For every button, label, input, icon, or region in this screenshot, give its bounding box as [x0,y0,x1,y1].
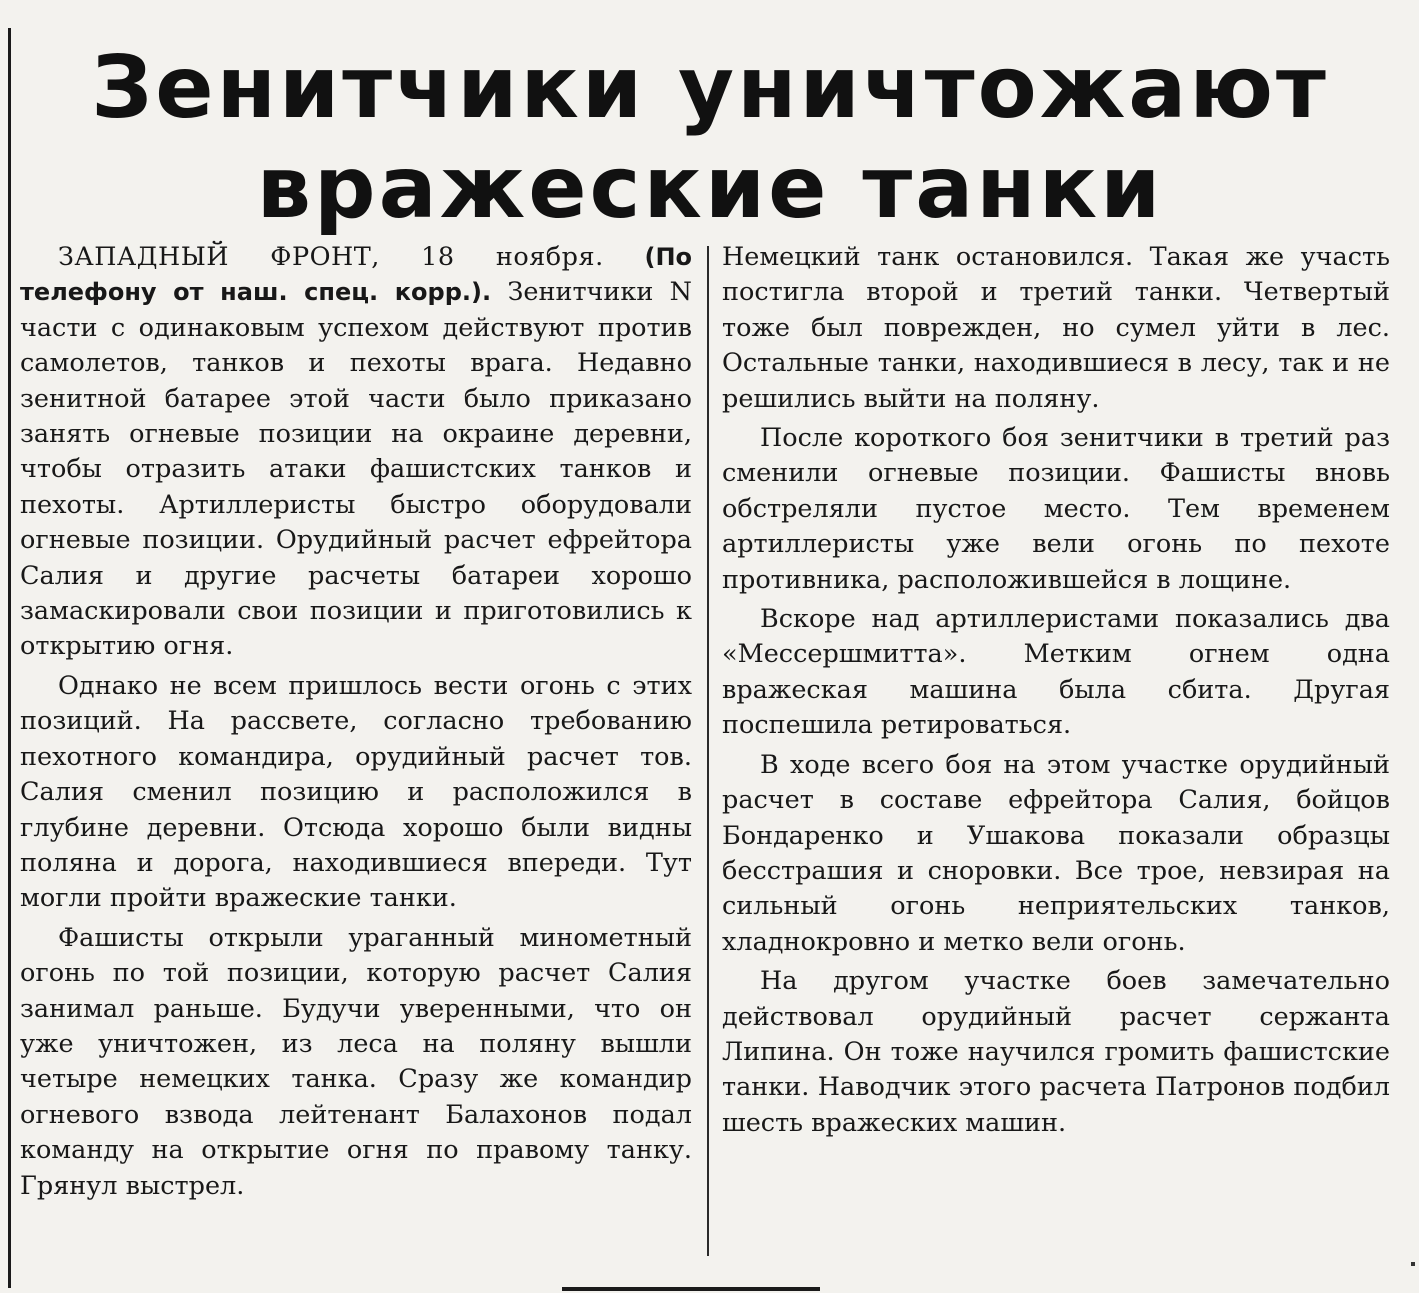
headline-line-2: вражеские танки [256,138,1164,238]
article-column-left [20,240,692,1204]
headline-line-1: Зенитчики уничтожают [91,38,1329,138]
byline-credit: (По телефону от наш. спец. корр.). [20,243,693,307]
article-paragraph: Вскоре над артиллеристами показались два «Мессершмитта». Метким огнем одна вражеская машина была сбита. Другая поспешила ретироваться. [722,604,1390,741]
paragraph-text: Зенитчики N части с одинаковым успехом действуют против самолетов, танков и пехоты врага. Недавно зенитной батарее этой части было приказано занять огневые позиции на окраине деревни, чтобы отразить атаки фашистских танков и пехоты. Артиллеристы быстро оборудовали огневые позиции. Орудийный расчет ефрейтора Салия и другие расчеты батареи хорошо замаскировали свои позиции и приготовились к открытию огня. [20,277,692,662]
corner-mark [1411,1262,1415,1266]
article-paragraph: В ходе всего боя на этом участке орудийный расчет в составе ефрейтора Салия, бойцов Бондаренко и Ушакова показали образцы бесстрашия и сноровки. Все трое, невзирая на сильный огонь неприятельских танков, хладнокровно и метко вели огонь. [722,749,1390,957]
article-column-right [722,240,1390,1141]
page-left-border [8,28,11,1288]
article-paragraph [20,240,692,665]
column-divider [707,246,709,1256]
article-paragraph-continued: Немецкий танк остановился. Такая же участь постигла второй и третий танки. Четвертый тоже был поврежден, но сумел уйти в лес. Остальные танки, находившиеся в лесу, так и не решились выйти на поляну. [722,242,1390,414]
article-paragraph: На другом участке боев замечательно действовал орудийный расчет сержанта Липина. Он тоже научился громить фашистские танки. Наводчик этого расчета Патронов подбил шесть вражеских машин. [722,966,1390,1138]
article-paragraph: После короткого боя зенитчики в третий раз сменили огневые позиции. Фашисты вновь обстреляли пустое место. Тем временем артиллеристы уже вели огонь по пехоте противника, расположившейся в лощине. [722,423,1390,595]
bottom-rule [562,1287,820,1291]
article-paragraph: Однако не всем пришлось вести огонь с этих позиций. На рассвете, согласно требованию пехотного командира, орудийный расчет тов. Салия сменил позицию и расположился в глубине деревни. Отсюда хорошо были видны поляна и дорога, находившиеся впереди. Тут могли пройти вражеские танки. [20,670,692,914]
article-paragraph: Фашисты открыли ураганный минометный огонь по той позиции, которую расчет Салия занимал раньше. Будучи уверенными, что он уже уничтожен, из леса на поляну вышли четыре немецких танка. Сразу же командир огневого взвода лейтенант Балахонов подал команду на открытие огня по правому танку. Грянул выстрел. [20,922,692,1201]
dateline: ЗАПАДНЫЙ ФРОНТ, 18 ноября. [58,242,604,272]
